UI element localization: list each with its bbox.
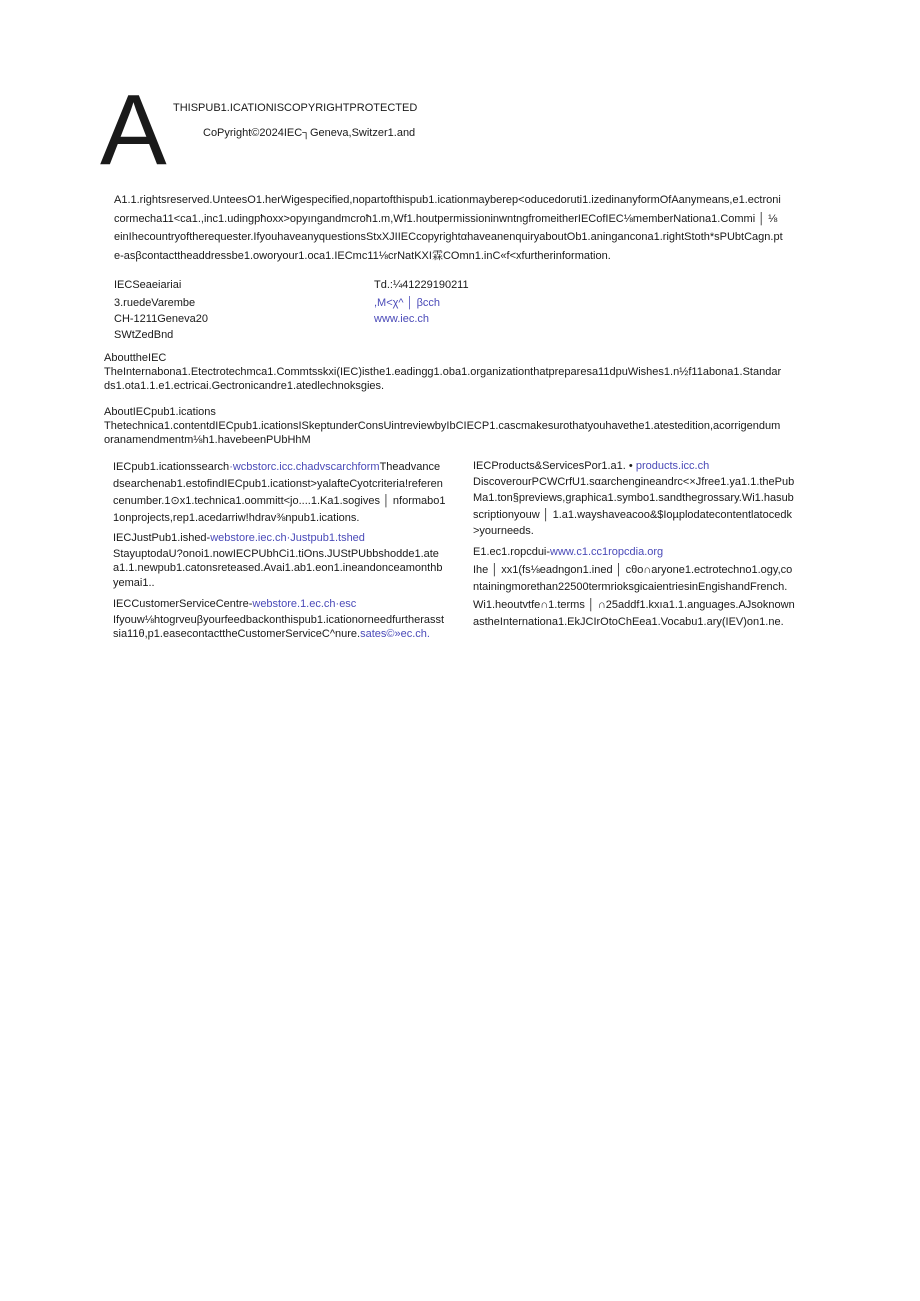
rights-line: e-asβcontacttheaddressbe1.oworyour1.oca1.IECmc11⅛crNatKXI霖COmn1.inC«f<xfurtherinformation. — [114, 249, 611, 262]
block-title: IECProducts&ServicesPor1.a1. • — [473, 460, 633, 472]
block-line: StayuptodaU?onoi1.nowIECPUbhCi1.tiOns.JUStPUbbshodde1.ate — [113, 547, 439, 560]
rights-line: cormecha11<ca1.,inc1.udingpħoxx>opyıngandmcroħ1.m,Wf1.houtpermissioninwntngfromeitherIECofIEC⅛memberNationa1.Commi │ ⅛ — [114, 212, 778, 225]
rights-line: A1.1.rightsreserved.UnteesO1.herWigespecified,nopartofthispub1.icationmayberep<oducedoruti1.izedinanyformOfAanymeans,e1.ectroni — [114, 194, 781, 206]
block-line: yemai1.. — [113, 576, 155, 589]
electropedia-title — [473, 544, 795, 562]
block-line: astheInternationa1.EkJCIrOtoChEea1.Vocabu1.ary(IEV)on1.ne. — [473, 616, 784, 628]
just-published-title — [113, 531, 442, 546]
customer-service-email[interactable]: sates©»ec.ch. — [360, 628, 430, 640]
block-line: dsearchenab1.estofindIECpub1.icationst>yalafteCyotcriteria!referen — [113, 478, 443, 490]
rights-line: einIhecountryoftherequester.IfyouhaveanyquestionsStxXJIIECcopyrightαhaveanenquiryaboutOb1.aningancona1.rightStoth*sPUbtCagn.pt — [114, 231, 783, 243]
advanced-search-link[interactable]: ·wcbstorc.icc.chadvscarchform — [229, 461, 380, 473]
customer-service-title — [113, 597, 444, 612]
about-iec-section — [104, 351, 781, 393]
customer-service-link[interactable]: webstore.1.ec.ch·esc — [252, 598, 357, 610]
block-line: scriptionyouw │ 1.a1.wayshaveacoo&$Ioµplodatecontentlatocedk — [473, 508, 792, 521]
rights-paragraph — [114, 191, 783, 265]
address-line: IECSeaeiariai — [114, 279, 182, 291]
electropedia-link[interactable]: www.c1.cc1ropcdia.org — [550, 546, 664, 558]
about-publications-section — [104, 405, 780, 447]
website-link[interactable]: www.iec.ch — [374, 313, 430, 325]
just-published-link[interactable]: webstore.iec.ch·Justpub1.tshed — [210, 532, 365, 544]
address-line: 3.ruedeVarembe — [114, 297, 196, 309]
address-line: SWtZedBnd — [114, 329, 174, 341]
block-line: ntainingmorethan22500termrioksgicaientriesinEngishandFrench. — [473, 581, 788, 593]
just-published-block — [113, 531, 442, 590]
block-line: 1onprojects,rep1.acedarriw!hdrav⅜npub1.ications. — [113, 512, 360, 524]
publications-search-block — [113, 459, 446, 527]
block-title: IECCustomerServiceCentre- — [113, 598, 253, 610]
products-services-block — [473, 459, 794, 539]
copyright-notice: THISPUB1.ICATIONISCOPYRIGHTPROTECTED — [173, 102, 418, 114]
block-line: a1.1.newpub1.catonsreteased.Avai1.ab1.eon1.ineandonceamonthb — [113, 562, 443, 574]
block-line: Wi1.heoutvtfe∩1.terms │ ∩25addf1.kxıa1.1.anguages.AJsoknown — [473, 598, 795, 611]
block-title-tail: Theadvance — [379, 461, 441, 473]
block-line: Ihe │ xx1(fs⅛eadngon1.ined │ cθo∩aryone1.ectrotechno1.ogy,co — [473, 563, 793, 576]
email-link[interactable]: ,M<χ^ │ βcch — [374, 297, 441, 309]
block-line: DiscoverourPCWCrfU1.sαarchengineandrc<×Jfree1.ya1.1.thePub — [473, 475, 795, 488]
block-line-text: sia11θ,p1.easecontacttheCustomerServiceC^nure. — [113, 628, 361, 640]
electropedia-block — [473, 544, 795, 632]
about-publications-line: oranamendmentm⅛h1.havebeenPUbHhM — [104, 434, 311, 446]
about-iec-line: TheInternabona1.Etectrotechmca1.Commtsskxi(IEC)isthe1.eadingg1.oba1.organizationthatpreparesa11dpuWishes1.n½f11abona1.Standar — [104, 366, 782, 378]
block-line: Ifyouw⅛htogrveuβyourfeedbackonthispub1.icationorneedfurtherasst — [113, 613, 445, 626]
about-iec-line: ds1.ota1.1.e1.ectricai.Gectronicandre1.atedlechnoksgies. — [104, 380, 385, 392]
block-line: cenumber.1⊙x1.technica1.oommitt<jo....1.Ka1.sogives │ nformabo1 — [113, 495, 446, 507]
address-line: CH-1211Geneva20 — [114, 313, 208, 325]
block-title: IECpub1.icationssearch — [113, 461, 230, 473]
about-publications-line: Thetechnica1.contentdIECpub1.icationsISkeptunderConsUintreviewbyIbCIECP1.cascmakesurothatyouhavethe1.atestedition,acorrigendum — [104, 420, 781, 432]
block-line: Ma1.ton§previews,graphica1.symbo1.sandthegrossary.Wi1.hasub — [473, 492, 794, 504]
products-portal-link[interactable]: products.icc.ch — [635, 460, 710, 472]
block-line: >yourneeds. — [473, 525, 534, 537]
about-iec-heading: AbouttheIEC — [104, 352, 167, 364]
publications-search-title — [113, 459, 446, 476]
customer-service-block — [113, 597, 444, 642]
block-line — [113, 627, 444, 642]
block-title: IECJustPub1.ished- — [113, 532, 211, 544]
about-publications-heading: AboutIECpub1.ications — [104, 406, 216, 418]
iec-logo-letter: A — [100, 74, 165, 186]
block-title: E1.ec1.ropcdui- — [473, 546, 551, 558]
address-block — [114, 277, 208, 343]
contact-block — [374, 277, 469, 327]
telephone: Td.:¼41229190211 — [374, 279, 469, 291]
products-services-title — [473, 459, 794, 474]
copyright-line: CoPyright©2024IEC┐Geneva,Switzer1.and — [203, 127, 416, 139]
